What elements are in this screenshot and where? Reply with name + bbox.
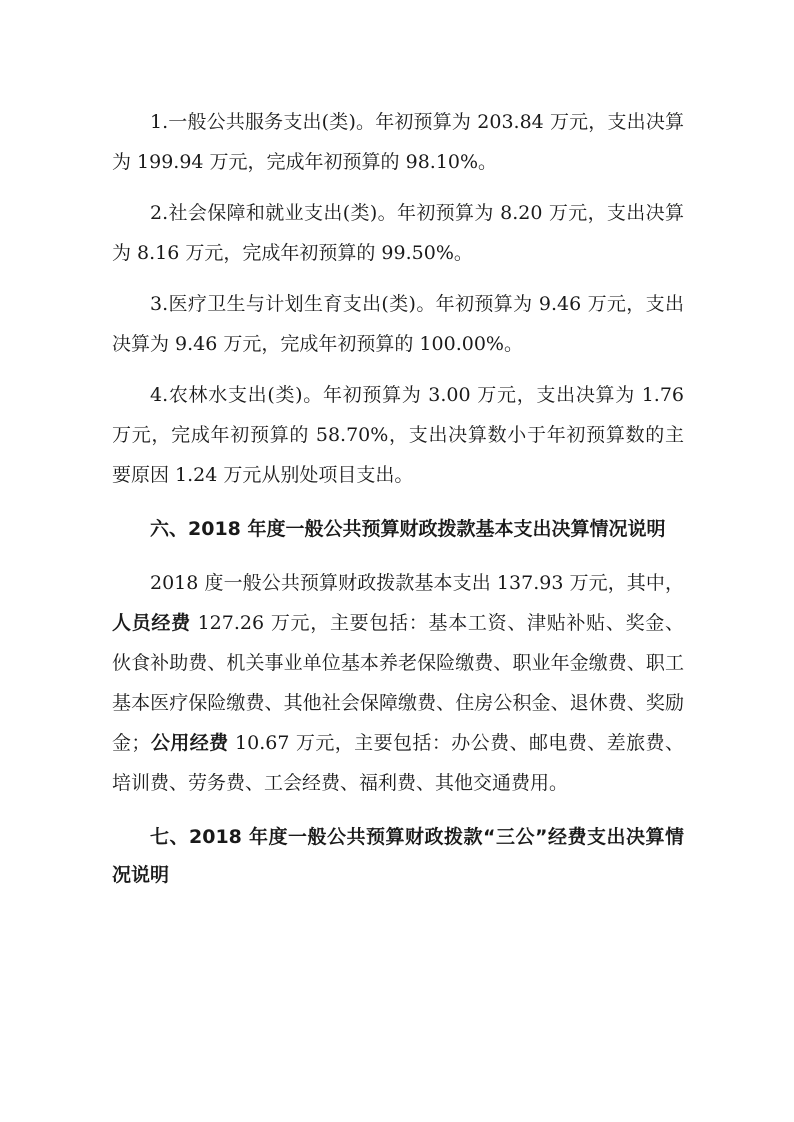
- section-6-text-a: 2018 度一般公共预算财政拨款基本支出 137.93 万元，其中，: [150, 572, 684, 594]
- document-page: [112, 102, 684, 894]
- section-6-heading: 六、2018 年度一般公共预算财政拨款基本支出决算情况说明: [150, 518, 666, 540]
- item-general-public-services: 1.一般公共服务支出(类)。年初预算为 203.84 万元，支出决算为 199.94 万元，完成年初预算的 98.10%。: [112, 111, 684, 173]
- section-6-text-c: 10.67 万元，主要包括：办公费、邮电费、差旅费、培训费、劳务费、工会经费、福利费、其他交通费用。: [112, 732, 684, 794]
- section-6-text-b: 127.26 万元，主要包括：基本工资、津贴补贴、奖金、伙食补助费、机关事业单位基本养老保险缴费、职业年金缴费、职工基本医疗保险缴费、其他社会保障缴费、住房公积金、退休费、奖励金；: [112, 612, 684, 754]
- section-6-paragraph: [112, 563, 684, 803]
- item-health: 3.医疗卫生与计划生育支出(类)。年初预算为 9.46 万元，支出决算为 9.46 万元，完成年初预算的 100.00%。: [112, 293, 684, 355]
- public-expense-label: 公用经费: [150, 732, 229, 754]
- section-7-heading: 七、2018 年度一般公共预算财政拨款“三公”经费支出决算情况说明: [112, 826, 684, 886]
- personnel-expense-label: 人员经费: [112, 612, 191, 634]
- item-social-security: 2.社会保障和就业支出(类)。年初预算为 8.20 万元，支出决算为 8.16 万元，完成年初预算的 99.50%。: [112, 202, 684, 264]
- item-agriculture: 4.农林水支出(类)。年初预算为 3.00 万元，支出决算为 1.76 万元，完成年初预算的 58.70%，支出决算数小于年初预算数的主要原因 1.24 万元从别处项目支出。: [112, 384, 684, 486]
